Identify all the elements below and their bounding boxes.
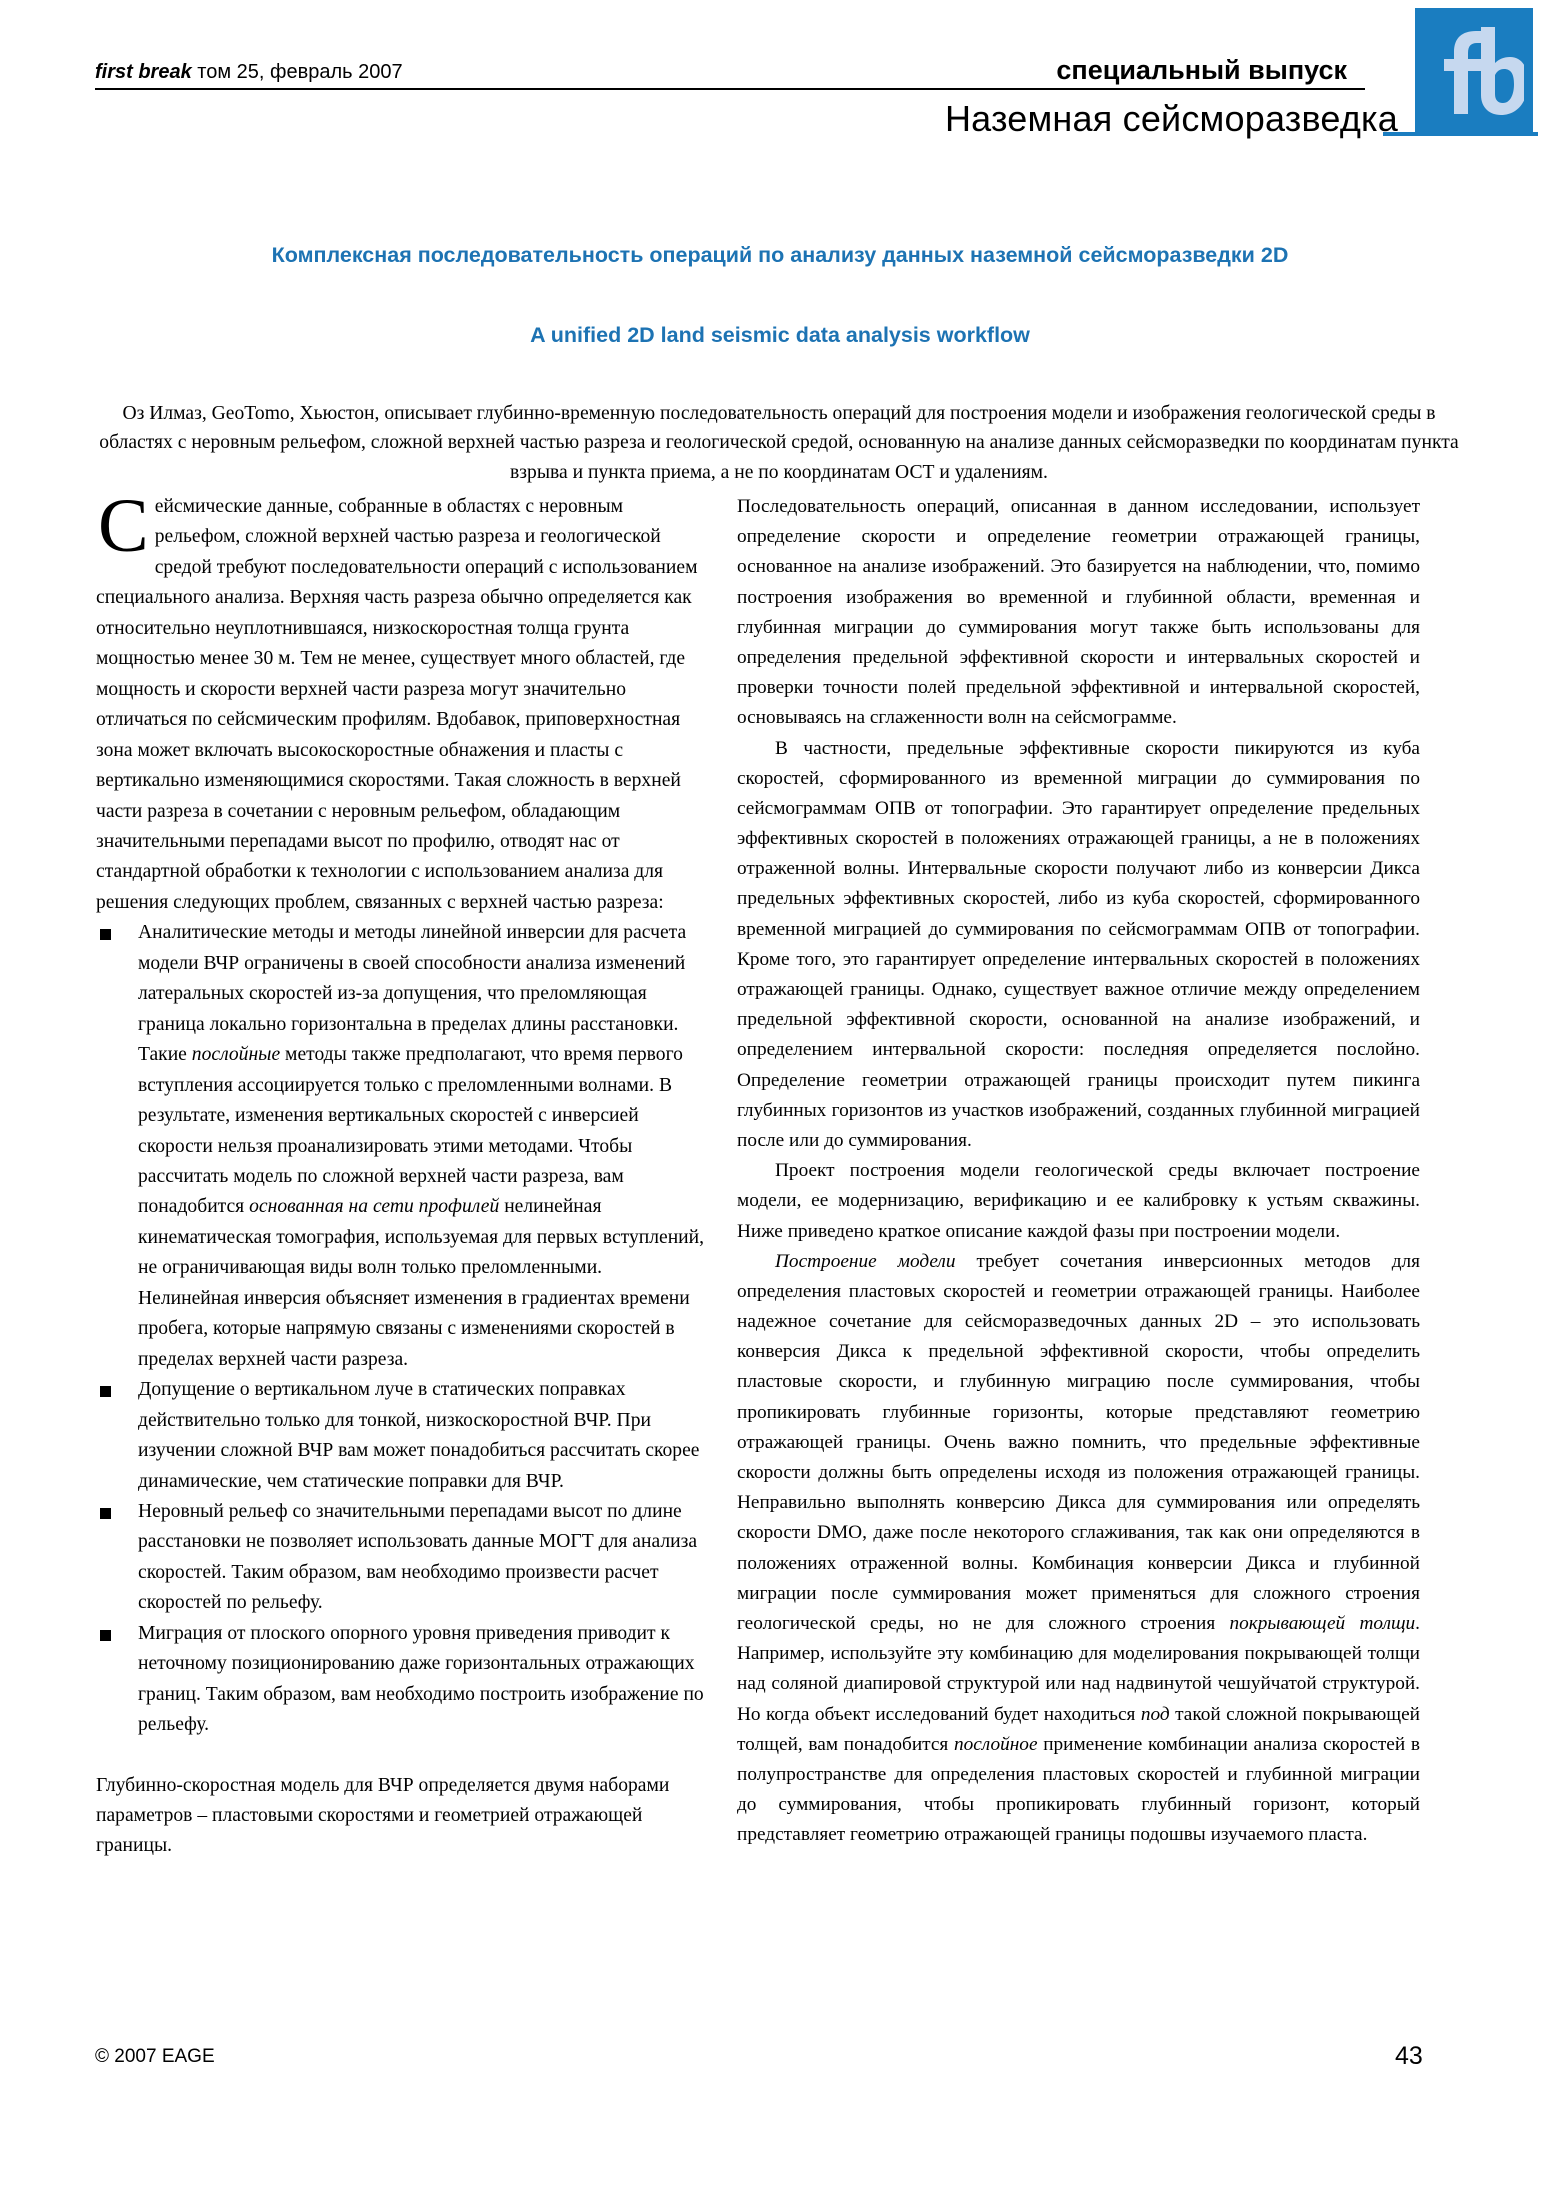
journal-name: first break: [95, 61, 192, 83]
overburden-term: покрывающей толщи: [1229, 1612, 1416, 1634]
logo-underline-rule: [1383, 132, 1538, 136]
right-p4-text-d: применение комбинации анализа скоростей в полупространстве для определения пластовых скоростей и глубинной миграции до суммирования, чтобы пропикировать глубинный горизонт, который представляет геометрию отражающей границы подошвы изучаемого пласта.: [737, 1733, 1420, 1846]
article-abstract: Оз Илмаз, GeoTomo, Хьюстон, описывает глубинно-временную последовательность операций для построения модели и изображения геологической среды в областях с неровным рельефом, сложной верхней частью разреза и геологической средой, основанную на анализе данных сейсморазведки по координатам пункта взрыва и пункта приема, а не по координатам ОСТ и удалениям.: [99, 403, 1459, 483]
right-paragraph-3: Проект построения модели геологической среды включает построение модели, ее модернизацию, верификацию и ее калибровку к устьям скважины. Ниже приведено краткое описание каждой фазы при построении модели.: [737, 1160, 1420, 1242]
bullet-text-a: Допущение о вертикальном луче в статических поправках действительно только для тонкой, низкоскоростной ВЧР. При изучении сложной ВЧР вам может понадобиться рассчитать скорее динамические, чем статические поправки для ВЧР.: [138, 1379, 700, 1492]
square-bullet-icon: [100, 1508, 111, 1519]
bullet-italic-2: основанная на сети профилей: [249, 1196, 500, 1218]
drop-cap: С: [98, 484, 149, 568]
problem-bullet-list: [96, 918, 706, 1740]
journal-volume-date: том 25, февраль 2007: [191, 61, 403, 83]
footer-copyright: © 2007 EAGE: [95, 2046, 215, 2067]
layer-by-layer-term: послойное: [953, 1733, 1038, 1755]
bullet-italic-1: послойные: [191, 1044, 281, 1066]
special-issue-label: специальный выпуск: [1056, 55, 1347, 85]
right-paragraph-4: [737, 1247, 1420, 1851]
list-item: [96, 1375, 706, 1497]
fb-monogram-icon: [1424, 22, 1524, 122]
model-building-term: Построение модели: [775, 1250, 956, 1272]
list-item: [96, 1619, 706, 1741]
right-p4-text-c: такой сложной покрывающей толщей, вам понадобится: [737, 1703, 1420, 1755]
list-item: [96, 1497, 706, 1619]
right-p4-text-a: требует сочетания инверсионных методов для определения пластовых скоростей и геометрии отражающей границы. Наиболее надежное сочетание для сейсморазведочных данных 2D – это использовать конверсия Дикса к предельной эффективной скорости, чтобы определить пластовые скорости, и глубинную миграцию после суммирования, чтобы пропикировать глубинные горизонты, которые представляют геометрию отражающей границы. Очень важно помнить, что предельные эффективные скорости должны быть определены исходя из положения отражающей границы. Неправильно выполнять конверсию Дикса для суммирования или определять скорости DMO, даже после некоторого сглаживания, так как они определяются в положениях отраженной волны. Комбинация конверсии Дикса и глубинной миграции после суммирования может применяться для сложного строения геологической среды, но не для сложного строения: [737, 1250, 1420, 1634]
body-column-right: [737, 492, 1420, 1850]
lead-paragraph-text: ейсмические данные, собранные в областях с неровным рельефом, сложной верхней частью разреза и геологической средой требуют последовательности операций с использованием специального анализа. Верхняя часть разреза обычно определяется как относительно неуплотнившаяся, низкоскоростная толща грунта мощностью менее 30 м. Тем не менее, существует много областей, где мощность и скорости верхней части разреза могут значительно отличаться по сейсмическим профилям. Вдобавок, приповерхностная зона может включать высокоскоростные обнажения и пласты с вертикально изменяющимися скоростями. Такая сложность в верхней части разреза в сочетании с неровным рельефом, обладающим значительными перепадами высот по профилю, отводят нас от стандартной обработки к технологии с использованием анализа для решения следующих проблем, связанных с верхней частью разреза:: [96, 496, 698, 913]
square-bullet-icon: [100, 929, 111, 940]
body-column-left: [96, 484, 706, 1862]
journal-issue-line: [95, 61, 403, 84]
lead-paragraph: [96, 484, 706, 918]
section-heading: Наземная сейсморазведка: [944, 98, 1398, 139]
first-break-logo: [1415, 8, 1533, 135]
article-title-en: A unified 2D land seismic data analysis workflow: [530, 323, 1030, 347]
masthead: [95, 52, 1365, 90]
square-bullet-icon: [100, 1630, 111, 1641]
article-title-ru: Комплексная последовательность операций по анализу данных наземной сейсморазведки 2D: [271, 243, 1289, 267]
bullet-text-a: Миграция от плоского опорного уровня приведения приводит к неточному позиционированию даже горизонтальных отражающих границ. Таким образом, вам необходимо построить изображение по рельефу.: [138, 1622, 704, 1736]
paragraph-spacer: [96, 1741, 706, 1771]
right-paragraph-2: В частности, предельные эффективные скорости пикируются из куба скоростей, сформированного из временной миграции до суммирования по сейсмограммам ОПВ от топографии. Это гарантирует определение предельных эффективных скоростей в положениях отражающей границы, а не в положениях отраженной волны. Интервальные скорости получают либо из конверсии Дикса предельных эффективных скоростей, либо из куба скоростей, сформированного временной миграцией до суммирования по сейсмограммам ОПВ от топографии. Кроме того, это гарантирует определение интервальных скоростей в положениях отражающей границы. Однако, существует важное отличие между определением предельной эффективной скорости, основанной на анализе изображений, и определением интервальной скорости: последняя определяется послойно. Определение геометрии отражающей границы происходит путем пикинга глубинных горизонтов из участков изображений, созданных глубинной миграцией после или до суммирования.: [737, 737, 1420, 1151]
under-term: под: [1140, 1703, 1170, 1725]
square-bullet-icon: [100, 1386, 111, 1397]
right-paragraph-1: Последовательность операций, описанная в данном исследовании, использует определение скорости и определение геометрии отражающей границы, основанное на анализе изображений. Это базируется на наблюдении, что, помимо построения изображения во временной и глубинной области, временная и глубинная миграции до суммирования могут также быть использованы для определения предельной эффективной скорости и интервальных скоростей и проверки точности полей предельной эффективной и интервальной скоростей, основываясь на сглаженности волн на сейсмограмме.: [737, 496, 1420, 729]
bullet-text-a: Неровный рельеф со значительными перепадами высот по длине расстановки не позволяет использовать данные МОГТ для анализа скоростей. Таким образом, вам необходимо произвести расчет скоростей по рельефу.: [138, 1500, 698, 1614]
right-p4-text-b: . Например, используйте эту комбинацию для моделирования покрывающей толщи над соляной диапировой структурой или над надвинутой чешуйчатой структурой. Но когда объект исследований будет находиться: [737, 1612, 1420, 1725]
bullet-text-a: Аналитические методы и методы линейной инверсии для расчета модели ВЧР ограничены в своей способности анализа изменений латеральных скоростей из-за допущения, что преломляющая граница локально горизонтальна в пределах длины расстановки. Такие: [138, 922, 687, 1066]
bullet-text-c: нелинейная кинематическая томография, используемая для первых вступлений, не ограничивающая виды волн только преломленными. Нелинейная инверсия объясняет изменения в градиентах времени пробега, которые напрямую связаны с изменениями скоростей в пределах верхней части разреза.: [138, 1196, 705, 1370]
list-item: [96, 918, 706, 1375]
footer-page-number: 43: [1395, 2042, 1423, 2070]
bullet-text-b: методы также предполагают, что время первого вступления ассоциируется только с преломленными волнами. В результате, изменения вертикальных скоростей с инверсией скорости нельзя проанализировать этими методами. Чтобы рассчитать модель по сложной верхней части разреза, вам понадобится: [138, 1044, 683, 1218]
left-closing-paragraph: Глубинно-скоростная модель для ВЧР определяется двумя наборами параметров – пластовыми скоростями и геометрией отражающей границы.: [96, 1774, 670, 1857]
